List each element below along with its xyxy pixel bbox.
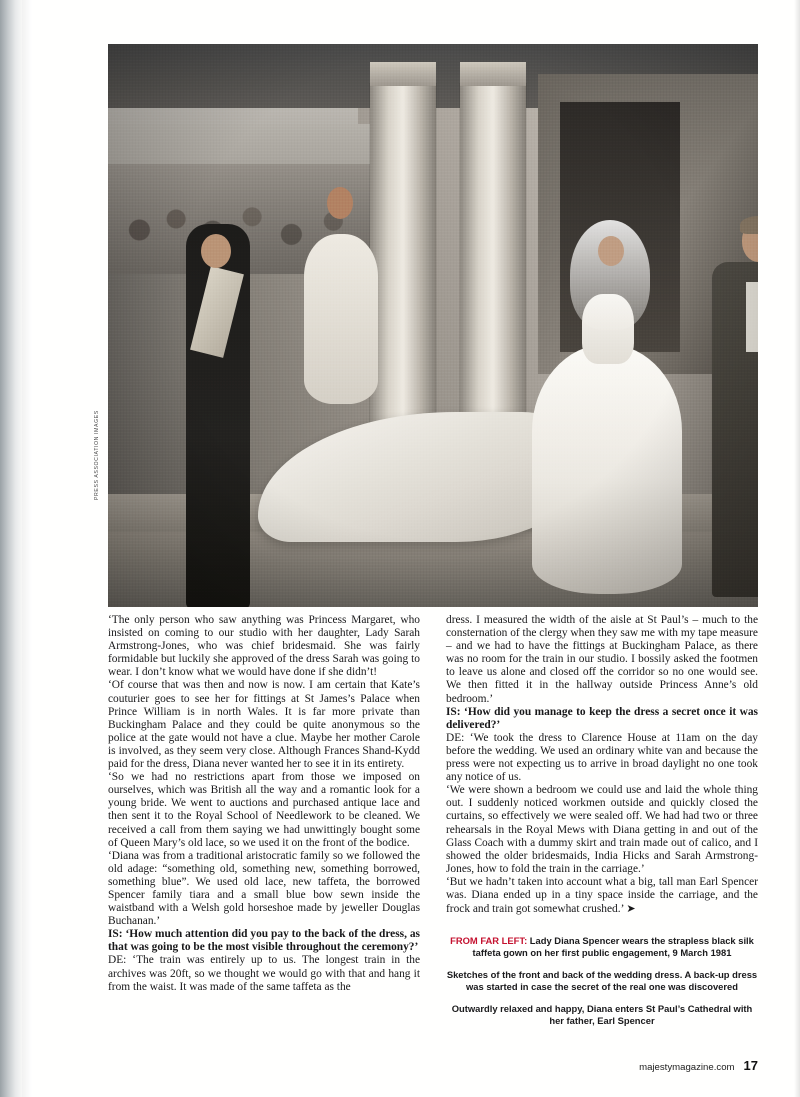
interview-answer-start: DE: ‘The train was entirely up to us. The longest train in the archives was 20ft, so we thought we would go with that and hang it from the waist. It was made of the same taffeta as the: [108, 954, 420, 993]
photo-credit: PRESS ASSOCIATION IMAGES: [94, 410, 100, 500]
caption: [446, 935, 758, 958]
photo-earl-hair: [740, 216, 758, 234]
caption-text: Outwardly relaxed and happy, Diana enters St Paul’s Cathedral with her father, Earl Spencer: [451, 1003, 753, 1026]
paragraph: ‘The only person who saw anything was Princess Margaret, who insisted on coming to our studio with her daughter, Lady Sarah Armstrong-Jones, who was chief bridesmaid. She was fairly formidable but luckily she approved of the dress Sarah was going to wear. I don’t know what we would have done if she didn’t!: [108, 614, 420, 679]
website-url: majestymagazine.com: [639, 1062, 735, 1073]
page-number: 17: [743, 1058, 758, 1073]
caption-lead: FROM FAR LEFT:: [450, 935, 528, 946]
page-footer: [446, 1058, 758, 1073]
photo-bride-head: [598, 236, 624, 266]
interview-question: IS: ‘How much attention did you pay to the back of the dress, as that was going to be the most visible throughout the ceremony?’: [108, 928, 420, 954]
caption-block: [446, 935, 758, 1038]
article-column-right: [446, 614, 758, 916]
photo-officer-head: [201, 234, 231, 268]
caption-text: Lady Diana Spencer wears the strapless black silk taffeta gown on her first public engagement, 9 March 1981: [472, 935, 754, 958]
photo-bridesmaid-head: [327, 187, 353, 219]
continue-arrow-icon: ➤: [626, 902, 636, 916]
wedding-photograph: [108, 44, 758, 607]
photo-earl-shirt: [746, 282, 758, 352]
page-paper: [32, 0, 800, 1097]
caption-text: Sketches of the front and back of the wedding dress. A back-up dress was started in case the secret of the real one was discovered: [446, 969, 758, 992]
photo-wedding-gown: [532, 344, 682, 594]
paragraph: dress. I measured the width of the aisle at St Paul’s – much to the consternation of the clergy when they saw me with my tape measure – and we had to have the fittings at Buckingham Palace, as there was no room for the train in our studio. I bossily asked the footmen to leave us alone and closed off the corridor so no one would see. We then fitted it in the hallway outside Princess Anne’s old bedroom.’: [446, 614, 758, 705]
page-gutter-shadow: [0, 0, 22, 1097]
paragraph: ‘Diana was from a traditional aristocratic family so we followed the old adage: “something old, something new, something borrowed, something blue”. We used old lace, new taffeta, the borrowed Spencer family tiara and a small blue bow sewn inside the waistband with a Welsh gold horseshoe made by jeweller Douglas Buchanan.’: [108, 849, 420, 928]
page-edge-shadow: [794, 0, 800, 1097]
paragraph-with-continuation: [446, 876, 758, 916]
paragraph: ‘We were shown a bedroom we could use and laid the whole thing out. I suddenly noticed workmen outside and quickly closed the curtains, so effectively we were sealed off. We had had two or three rehearsals in the Royal Mews with Diana getting in and out of the Glass Coach with a dummy skirt and train made out of calico, and I showed the older bridesmaids, India Hicks and Sarah Armstrong-Jones, how to fold the train in the carriage.’: [446, 784, 758, 875]
caption: [446, 1003, 758, 1026]
photograph-image: [108, 44, 758, 607]
page-gutter-edge: [22, 0, 32, 1097]
caption: [446, 969, 758, 992]
article-column-left: [108, 614, 420, 994]
photo-bridesmaid: [304, 234, 378, 404]
paragraph: ‘So we had no restrictions apart from those we imposed on ourselves, which was British all the way and a romantic look for a young bride. We went to auctions and purchased antique lace and then sent it to the Royal School of Needlework to be cleaned. We received a call from them saying we had unwittingly bought some of Queen Mary’s old lace, so we used it on the front of the bodice.: [108, 771, 420, 849]
paragraph: DE: ‘We took the dress to Clarence House at 11am on the day before the wedding. We used an ordinary white van and because the press were not expecting us to arrive in broad daylight no one took any notice of us.: [446, 731, 758, 784]
paragraph-text: ‘But we hadn’t taken into account what a big, tall man Earl Spencer was. Diana ended up in a tiny space inside the carriage, and the frock and train got somewhat crushed.’: [446, 875, 758, 916]
paragraph: ‘Of course that was then and now is now. I am certain that Kate’s couturier goes to see her for fittings at St James’s Palace when Prince William is in north Wales. It is far more private than Buckingham Palace and they could be quite anonymous so the police at the gate would not have a clue. Maybe her mother Carole is involved, as they seem very close. Although Frances Shand-Kydd paid for the dress, Diana never wanted her to see it in its entirety.: [108, 679, 420, 771]
interview-question: IS: ‘How did you manage to keep the dress a secret once it was delivered?’: [446, 705, 758, 731]
